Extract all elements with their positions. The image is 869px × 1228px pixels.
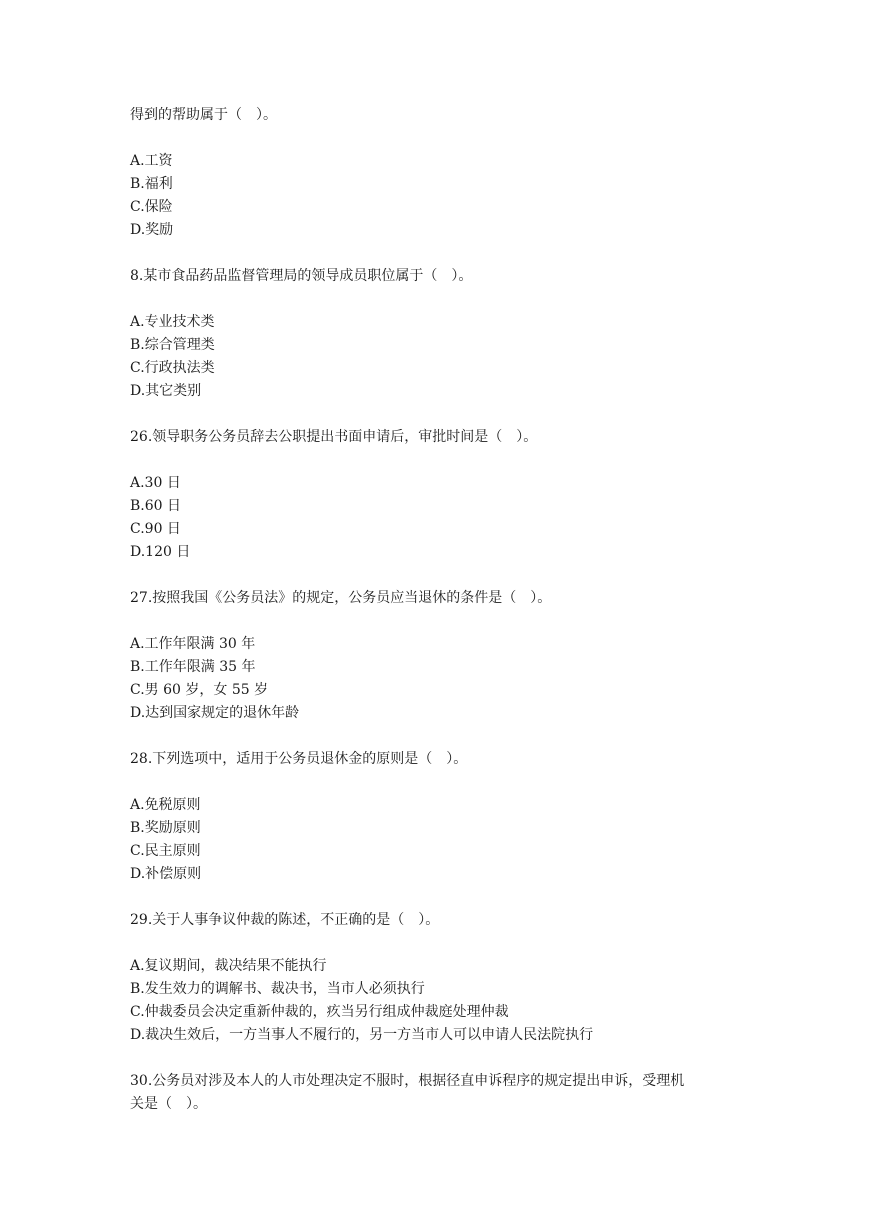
option-list [130,472,760,564]
question-stem: 29.关于人事争议仲裁的陈述，不正确的是（ ）。 [130,912,440,928]
option-b: B.60 日 [130,498,182,514]
option-b: B.发生效力的调解书、裁决书，当市人必须执行 [130,981,425,997]
question-stem: 得到的帮助属于（ ）。 [130,107,277,123]
option-d: D.其它类别 [130,383,202,399]
option-c: C.行政执法类 [130,360,215,376]
question-stem-line-1: 30.公务员对涉及本人的人市处理决定不服时，根据径直申诉程序的规定提出申诉，受理机 [130,1073,685,1089]
option-b: B.综合管理类 [130,337,215,353]
option-a: A.工资 [130,153,173,169]
option-d: D.120 日 [130,544,191,560]
option-list [130,794,760,886]
question-26 [130,426,760,587]
question-stem-line-2: 关是（ ）。 [130,1096,207,1112]
option-a: A.工作年限满 30 年 [130,636,256,652]
question-stem: 27.按照我国《公务员法》的规定，公务员应当退休的条件是（ ）。 [130,590,552,606]
option-a: A.专业技术类 [130,314,215,330]
option-d: D.裁决生效后，一方当事人不履行的，另一方当市人可以申请人民法院执行 [130,1027,594,1043]
option-b: B.工作年限满 35 年 [130,659,256,675]
question-30 [130,1070,760,1116]
option-c: C.民主原则 [130,843,201,859]
question-28 [130,748,760,909]
question-stem: 26.领导职务公务员辞去公职提出书面申请后，审批时间是（ ）。 [130,429,538,445]
option-a: A.复议期间，裁决结果不能执行 [130,958,327,974]
question-fragment [130,104,760,265]
option-a: A.30 日 [130,475,181,491]
question-27 [130,587,760,748]
question-29 [130,909,760,1070]
question-stem: 8.某市食品药品监督管理局的领导成员职位属于（ ）。 [130,268,473,284]
question-8 [130,265,760,426]
option-list [130,955,760,1047]
option-list [130,150,760,242]
option-list [130,633,760,725]
option-a: A.免税原则 [130,797,201,813]
option-d: D.奖励 [130,222,174,238]
option-c: C.保险 [130,199,173,215]
option-c: C.男 60 岁，女 55 岁 [130,682,269,698]
option-d: D.达到国家规定的退休年龄 [130,705,300,721]
option-d: D.补偿原则 [130,866,202,882]
document-page [130,104,760,1116]
option-c: C.仲裁委员会决定重新仲裁的，疚当另行组成仲裁庭处理仲裁 [130,1004,509,1020]
option-b: B.福利 [130,176,173,192]
option-list [130,311,760,403]
question-stem: 28.下列选项中，适用于公务员退休金的原则是（ ）。 [130,751,468,767]
option-c: C.90 日 [130,521,181,537]
option-b: B.奖励原则 [130,820,201,836]
